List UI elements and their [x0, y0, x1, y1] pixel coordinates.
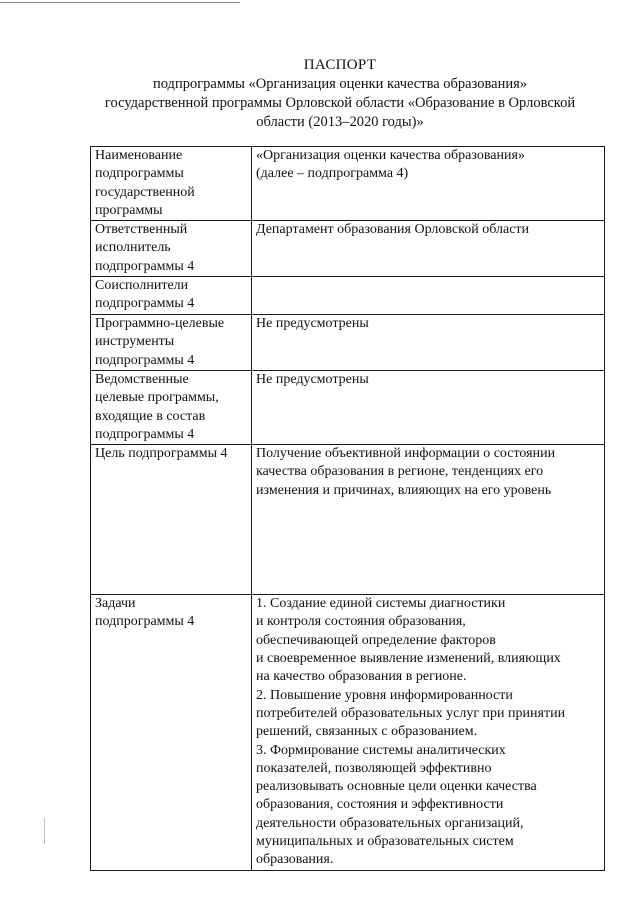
- passport-table: [90, 146, 605, 871]
- document-title: ПАСПОРТ: [303, 57, 377, 73]
- table-row-coexecutors: [91, 277, 605, 315]
- scan-margin-mark: [44, 818, 45, 844]
- document-subtitle-line-2: государственной программы Орловской области «Образование в Орловской: [104, 95, 576, 111]
- row-value-tasks: 1. Создание единой системы диагностики и контроля состояния образования, обеспечивающей определение факторов и своевременное выявление изменений, влияющих на качество образования в регионе. 2. Повышение уровня информированности потребителей образовательных услуг при принятии решений, связанных с образованием. 3. Формирование системы аналитических показателей, позволяющей эффективно реализовывать основные цели оценки качества образования, состояния и эффективности деятельности образовательных организаций, муниципальных и образовательных систем образования.: [252, 595, 605, 870]
- row-label-name: Наименование подпрограммы государственной программы: [91, 147, 252, 221]
- table-row-instruments: [91, 315, 605, 371]
- row-value-goal: Получение объективной информации о состоянии качества образования в регионе, тенденциях его изменения и причинах, влияющих на его уровень: [252, 445, 605, 595]
- row-label-tasks: Задачи подпрограммы 4: [91, 595, 252, 870]
- row-label-departmental-programs: Ведомственные целевые программы, входящие в состав подпрограммы 4: [91, 370, 252, 444]
- row-label-instruments: Программно-целевые инструменты подпрограммы 4: [91, 315, 252, 371]
- row-value-name: «Организация оценки качества образования» (далее – подпрограмма 4): [252, 147, 605, 221]
- row-value-departmental-programs: Не предусмотрены: [252, 370, 605, 444]
- scan-edge-line: [0, 2, 240, 3]
- row-value-instruments: Не предусмотрены: [252, 315, 605, 371]
- row-label-goal: Цель подпрограммы 4: [91, 445, 252, 595]
- table-row-tasks: [91, 595, 605, 870]
- row-label-coexecutors: Соисполнители подпрограммы 4: [91, 277, 252, 315]
- document-subtitle-line-1: подпрограммы «Организация оценки качества образования»: [152, 76, 528, 92]
- table-row-departmental-programs: [91, 370, 605, 444]
- row-label-responsible: Ответственный исполнитель подпрограммы 4: [91, 221, 252, 277]
- document-subtitle-line-3: области (2013–2020 годы)»: [256, 114, 424, 130]
- document-header: [60, 56, 620, 132]
- row-value-coexecutors: [252, 277, 605, 315]
- table-row-name: [91, 147, 605, 221]
- table-row-goal: [91, 445, 605, 595]
- row-value-responsible: Департамент образования Орловской области: [252, 221, 605, 277]
- table-row-responsible: [91, 221, 605, 277]
